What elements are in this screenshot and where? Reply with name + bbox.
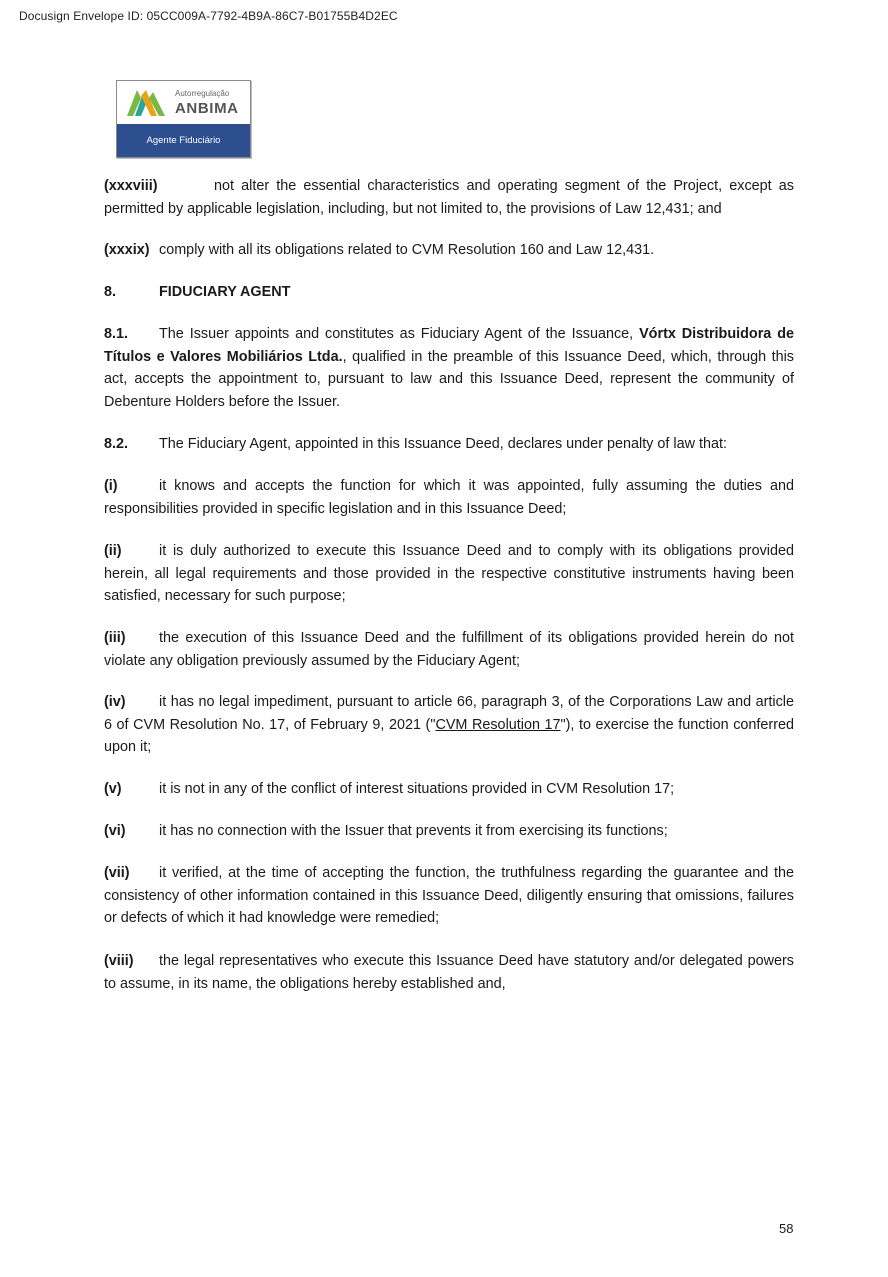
item-text: the legal representatives who execute this Issuance Deed have statutory and/or delegated powers to assume, in its name, the obligations hereby established and, [104, 953, 794, 992]
clause-text-a: The Issuer appoints and constitutes as Fiduciary Agent of the Issuance, [159, 326, 640, 342]
declaration-iii [104, 627, 794, 672]
item-label: (iv) [104, 694, 126, 710]
item-text: it knows and accepts the function for which it was appointed, fully assuming the duties and responsibilities provided in specific legislation and in this Issuance Deed; [104, 478, 794, 517]
item-xxxviii [104, 175, 794, 220]
anbima-logo [116, 80, 251, 158]
envelope-id: Docusign Envelope ID: 05CC009A-7792-4B9A-86C7-B01755B4D2EC [19, 9, 398, 23]
declaration-vii [104, 862, 794, 930]
declaration-v [104, 778, 794, 801]
item-label: (vii) [104, 865, 130, 881]
declaration-viii [104, 950, 794, 995]
logo-title: ANBIMA [175, 100, 239, 117]
declaration-iv [104, 691, 794, 759]
item-text: it is not in any of the conflict of interest situations provided in CVM Resolution 17; [159, 781, 675, 797]
anbima-mark-icon [127, 90, 165, 116]
item-label: (xxxviii) [104, 178, 158, 194]
clause-8-2 [104, 433, 794, 456]
item-text-a: it has no legal impediment, pursuant to article 66, paragraph 3, of the Corporations Law and article 6 of CVM Resolution No. 17, of February 9, 2021 (" [104, 694, 794, 733]
declaration-i [104, 475, 794, 520]
item-text: comply with all its obligations related to CVM Resolution 160 and Law 12,431. [159, 242, 655, 258]
clause-number: 8.2. [104, 436, 129, 452]
item-label: (iii) [104, 630, 126, 646]
page-number: 58 [779, 1221, 794, 1236]
section-heading [104, 281, 794, 304]
logo-band: Agente Fiduciário [117, 124, 250, 157]
clause-8-1 [104, 323, 794, 414]
item-label: (vi) [104, 823, 126, 839]
clause-number: 8.1. [104, 326, 129, 342]
clause-text-b: , qualified in the preamble of this Issuance Deed, which, through this act, accepts the appointment to, pursuant to law and this Issuance Deed, represent the community of Debenture Holders before the Issuer. [104, 348, 795, 411]
item-text: it has no connection with the Issuer that prevents it from exercising its functions; [159, 823, 668, 839]
section-number: 8. [104, 284, 117, 300]
fiduciary-agent-name: Vórtx Distribuidora de Títulos e Valores Mobiliários Ltda. [104, 326, 795, 365]
item-label: (xxxix) [104, 242, 150, 258]
item-text: it verified, at the time of accepting the function, the truthfulness regarding the guarantee and the consistency of other information contained in this Issuance Deed, diligently ensuring that omissions, failures or defects of which it had knowledge were remedied; [104, 865, 794, 927]
logo-subtitle: Autorregulação [175, 89, 230, 98]
declaration-ii [104, 540, 794, 608]
item-label: (ii) [104, 543, 122, 559]
item-label: (v) [104, 781, 122, 797]
item-text: it is duly authorized to execute this Issuance Deed and to comply with its obligations provided herein, all legal requirements and those provided in the respective constitutive instruments having been satisfied, necessary for such purpose; [104, 543, 794, 605]
item-label: (viii) [104, 953, 134, 969]
declaration-vi [104, 820, 794, 843]
clause-text: The Fiduciary Agent, appointed in this Issuance Deed, declares under penalty of law that: [159, 436, 727, 452]
item-text-b: "), to exercise the function conferred upon it; [104, 716, 794, 756]
defined-term-link: CVM Resolution 17 [435, 716, 561, 733]
item-text: the execution of this Issuance Deed and the fulfillment of its obligations provided herein do not violate any obligation previously assumed by the Fiduciary Agent; [104, 630, 794, 669]
logo-header [117, 81, 250, 124]
item-label: (i) [104, 478, 118, 494]
item-text: not alter the essential characteristics and operating segment of the Project, except as permitted by applicable legislation, including, but not limited to, the provisions of Law 12,431; and [104, 178, 794, 217]
section-title: FIDUCIARY AGENT [159, 284, 291, 300]
item-xxxix [104, 239, 794, 262]
